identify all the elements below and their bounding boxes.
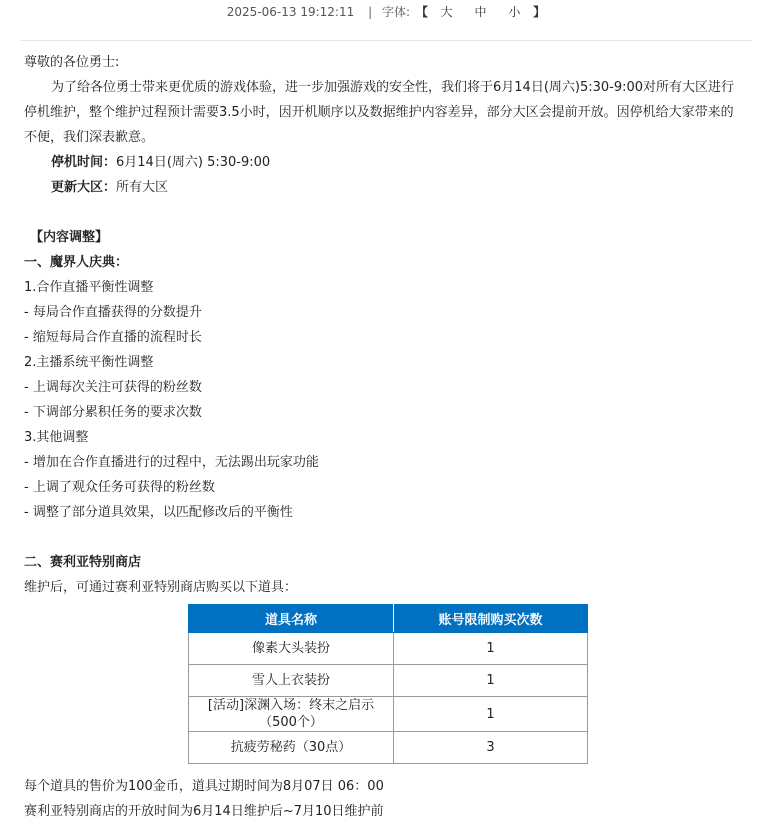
item-name-cell: 像素大头装扮 (189, 633, 394, 665)
downtime-line (24, 150, 744, 175)
article-body (24, 50, 744, 824)
publish-datetime: 2025-06-13 19:12:11 (226, 5, 355, 19)
font-size-medium-button[interactable]: 中 (474, 5, 487, 19)
shop-open-note: 赛利亚特别商店的开放时间为6月14日维护后~7月10日维护前 (24, 804, 384, 819)
purchase-limit-cell: 1 (394, 633, 588, 665)
shop-items-table (188, 604, 588, 764)
item-name-cell: 雪人上衣装扮 (189, 665, 394, 697)
downtime-value: 6月14日(周六) 5:30-9:00 (116, 155, 271, 170)
table-row (189, 697, 588, 732)
item-name-cell: 抗疲劳秘药（30点） (189, 732, 394, 764)
list-item: - 缩短每局合作直播的流程时长 (24, 330, 202, 345)
bracket-close: 】 (533, 5, 546, 19)
downtime-label: 停机时间： (51, 155, 117, 170)
list-item: - 下调部分累积任务的要求次数 (24, 405, 202, 420)
list-item: - 每局合作直播获得的分数提升 (24, 305, 202, 320)
table-header-row (189, 605, 588, 633)
font-size-large-button[interactable]: 大 (440, 5, 453, 19)
list-item: - 调整了部分道具效果，以匹配修改后的平衡性 (24, 505, 293, 520)
table-row (189, 732, 588, 764)
font-size-small-button[interactable]: 小 (508, 5, 521, 19)
table-row (189, 665, 588, 697)
bracket-open: 【 (415, 5, 428, 19)
greeting: 尊敬的各位勇士: (24, 55, 120, 70)
section1-title: 一、魔界人庆典： (24, 255, 129, 270)
purchase-limit-cell: 1 (394, 697, 588, 732)
servers-label: 更新大区： (51, 180, 117, 195)
purchase-limit-cell: 3 (394, 732, 588, 764)
column-header-purchase-limit: 账号限制购买次数 (394, 605, 588, 633)
list-item: - 上调每次关注可获得的粉丝数 (24, 380, 202, 395)
font-size-control (416, 5, 545, 19)
servers-value: 所有大区 (116, 180, 169, 195)
item-name-cell: [活动]深渊入场：终末之启示（500个） (189, 697, 394, 732)
meta-separator: | (368, 5, 373, 19)
purchase-limit-cell: 1 (394, 665, 588, 697)
servers-line (24, 175, 744, 200)
list-item: - 增加在合作直播进行的过程中，无法踢出玩家功能 (24, 455, 319, 470)
table-row (189, 633, 588, 665)
spacer (24, 200, 744, 225)
list-item: 2.主播系统平衡性调整 (24, 355, 154, 370)
list-item: 1.合作直播平衡性调整 (24, 280, 154, 295)
font-size-label: 字体: (381, 5, 410, 19)
list-item: - 上调了观众任务可获得的粉丝数 (24, 480, 215, 495)
content-adjust-heading: 【内容调整】 (30, 230, 109, 245)
section2-title: 二、赛利亚特别商店 (24, 555, 142, 570)
shop-intro: 维护后，可通过赛利亚特别商店购买以下道具： (24, 580, 298, 595)
intro-paragraph: 为了给各位勇士带来更优质的游戏体验，进一步加强游戏的安全性，我们将于6月14日(周六)5:30-9:00对所有大区进行停机维护，整个维护过程预计需要3.5小时，因开机顺序以及数据维护内容差异，部分大区会提前开放。因停机给大家带来的不便，我们深表歉意。 (24, 80, 735, 145)
spacer (24, 525, 744, 550)
list-item: 3.其他调整 (24, 430, 89, 445)
price-note: 每个道具的售价为100金币，道具过期时间为8月07日 06：00 (24, 779, 384, 794)
article-meta-bar (20, 0, 752, 41)
column-header-item-name: 道具名称 (189, 605, 394, 633)
